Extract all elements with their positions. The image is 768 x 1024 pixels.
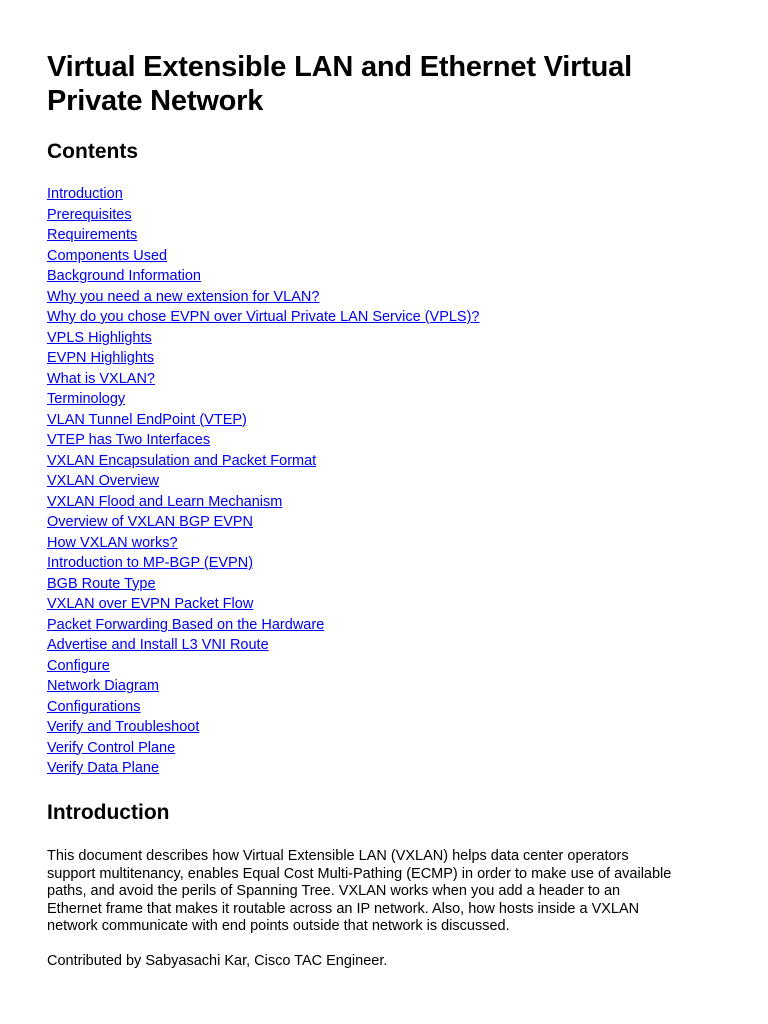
toc-item <box>47 328 480 349</box>
introduction-paragraph <box>47 848 737 936</box>
toc-item <box>47 389 480 410</box>
toc-item <box>47 205 480 226</box>
toc-item <box>47 533 480 554</box>
toc-item <box>47 348 480 369</box>
toc-link[interactable]: VTEP has Two Interfaces <box>47 432 211 448</box>
introduction-heading: Introduction <box>47 801 170 824</box>
toc-link[interactable]: Background Information <box>47 268 201 284</box>
toc-link[interactable]: Prerequisites <box>47 206 132 223</box>
toc-item <box>47 246 480 267</box>
toc-link[interactable]: Verify Control Plane <box>47 739 176 756</box>
toc-item <box>47 717 480 738</box>
toc-link[interactable]: Overview of VXLAN BGP EVPN <box>47 514 254 530</box>
toc-item <box>47 266 480 287</box>
toc-item <box>47 410 480 431</box>
toc-item <box>47 574 480 595</box>
toc-item <box>47 184 480 205</box>
toc-item <box>47 512 480 533</box>
toc-item <box>47 615 480 636</box>
toc-link[interactable]: VXLAN Encapsulation and Packet Format <box>47 452 317 469</box>
toc-link[interactable]: Requirements <box>47 227 138 243</box>
toc-link[interactable]: Components Used <box>47 247 168 264</box>
toc-item <box>47 471 480 492</box>
toc-link[interactable]: BGB Route Type <box>47 575 156 592</box>
toc-link[interactable]: Terminology <box>47 391 126 407</box>
toc-link[interactable]: Packet Forwarding Based on the Hardware <box>47 616 325 633</box>
toc-link[interactable]: What is VXLAN? <box>47 370 155 387</box>
introduction-line: paths, and avoid the perils of Spanning Tree. VXLAN works when you add a header to an <box>47 883 621 899</box>
toc-link[interactable]: VPLS Highlights <box>47 329 152 346</box>
toc-link[interactable]: Configure <box>47 657 110 674</box>
toc-link[interactable]: Why do you chose EVPN over Virtual Private LAN Service (VPLS)? <box>47 309 480 325</box>
toc-item <box>47 307 480 328</box>
document-title-line-1: Virtual Extensible LAN and Ethernet Virtual <box>47 51 632 83</box>
toc-link[interactable]: EVPN Highlights <box>47 350 155 366</box>
toc-item <box>47 697 480 718</box>
toc-item <box>47 225 480 246</box>
toc-item <box>47 656 480 677</box>
toc-link[interactable]: Network Diagram <box>47 678 159 694</box>
toc-link[interactable]: VXLAN over EVPN Packet Flow <box>47 596 254 612</box>
document-title-line-2: Private Network <box>47 85 264 117</box>
toc-link[interactable]: Introduction to MP-BGP (EVPN) <box>47 555 254 571</box>
toc-link[interactable]: Why you need a new extension for VLAN? <box>47 288 320 305</box>
toc-link[interactable]: VXLAN Flood and Learn Mechanism <box>47 493 283 510</box>
toc-link[interactable]: VXLAN Overview <box>47 473 160 489</box>
toc-item <box>47 430 480 451</box>
toc-item <box>47 451 480 472</box>
introduction-line: Ethernet frame that makes it routable across an IP network. Also, how hosts inside a VXLAN <box>47 900 640 917</box>
toc-item <box>47 676 480 697</box>
toc-item <box>47 738 480 759</box>
introduction-line: support multitenancy, enables Equal Cost Multi-Pathing (ECMP) in order to make use of available <box>47 865 672 882</box>
document-title <box>47 50 737 118</box>
toc-link[interactable]: How VXLAN works? <box>47 534 178 551</box>
toc-link[interactable]: Configurations <box>47 698 141 715</box>
toc-link[interactable]: Advertise and Install L3 VNI Route <box>47 637 269 653</box>
toc-item <box>47 553 480 574</box>
toc-link[interactable]: Verify and Troubleshoot <box>47 719 200 735</box>
table-of-contents <box>47 184 480 779</box>
toc-item <box>47 758 480 779</box>
toc-link[interactable]: VLAN Tunnel EndPoint (VTEP) <box>47 411 247 428</box>
contents-heading: Contents <box>47 140 138 163</box>
toc-link[interactable]: Introduction <box>47 186 123 202</box>
toc-link[interactable]: Verify Data Plane <box>47 760 160 776</box>
introduction-line: This document describes how Virtual Extensible LAN (VXLAN) helps data center operators <box>47 848 629 864</box>
toc-item <box>47 287 480 308</box>
contributor-note: Contributed by Sabyasachi Kar, Cisco TAC Engineer. <box>47 953 388 969</box>
introduction-line: network communicate with end points outside that network is discussed. <box>47 918 510 934</box>
toc-item <box>47 635 480 656</box>
toc-item <box>47 594 480 615</box>
toc-item <box>47 369 480 390</box>
toc-item <box>47 492 480 513</box>
